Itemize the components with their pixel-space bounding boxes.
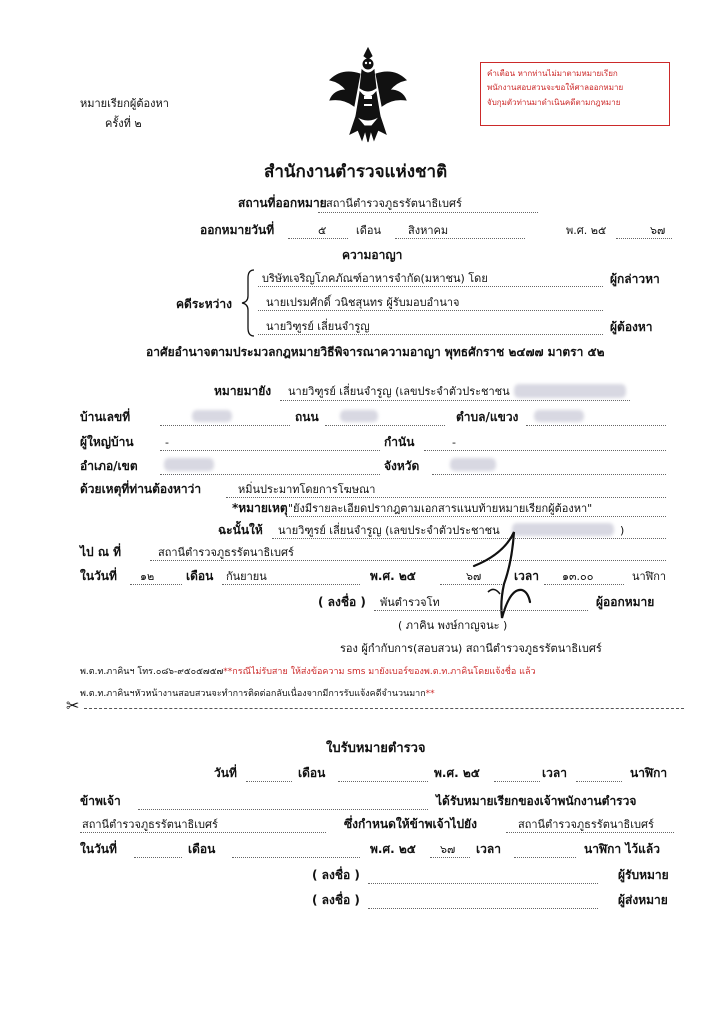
garuda-emblem-icon [326,44,410,152]
scissors-icon: ✂ [66,696,80,715]
to-value: นายวิฑูรย์ เลี่ยนจำรูญ (เลขประจำตัวประชาชน [288,385,510,398]
receipt-on-time-unit: นาฬิกา ไว้แล้ว [584,842,660,856]
sign-role: ผู้ออกหมาย [596,595,655,609]
redacted-subdistrict [534,410,584,422]
agency-title: สำนักงานตำรวจแห่งชาติ [264,162,448,182]
province-label: จังหวัด [384,459,420,473]
receipt-on-time-label: เวลา [476,842,501,856]
redacted-house [192,410,232,422]
district-label: อำเภอ/เขต [80,459,138,473]
handwritten-signature [470,526,540,622]
subdistrict-label: ตำบล/แขวง [456,410,519,424]
kamnan-label: กำนัน [384,435,415,449]
warning-line-3: จับกุมตัวท่านมาดำเนินคดีตามกฎหมาย [487,97,621,107]
receipt-year-label: พ.ศ. ๒๕ [434,766,480,780]
reason-value: หมิ่นประมาทโดยการโฆษณา [238,483,376,496]
party-2: นายเปรมศักดิ์ วนิชสุนทร ผู้รับมอบอำนาจ [266,296,460,309]
receipt-time-unit: นาฬิกา [630,766,668,780]
issue-date-label: ออกหมายวันที่ [200,223,275,237]
issue-place-label: สถานที่ออกหมาย [238,196,327,210]
sign-position: รอง ผู้กำกับการ(สอบสวน) สถานีตำรวจภูธรรัตนาธิเบศร์ [340,642,602,655]
party-1-role: ผู้กล่าวหา [610,272,660,286]
issue-year-label: พ.ศ. ๒๕ [566,224,607,237]
receipt-from-station: สถานีตำรวจภูธรรัตนาธิเบศร์ [82,818,218,831]
warning-line-1: คำเตือน หากท่านไม่มาตามหมายเรียก [487,69,618,78]
footer-line-1-phone: พ.ต.ท.ภาคินฯ โทร.๐๘๖-๙๕๐๕๗๕๗ [80,667,224,677]
therefore-close: ) [620,524,625,537]
redacted-district [164,458,214,471]
receipt-sign1-label: ( ลงชื่อ ) [312,868,360,882]
road-label: ถนน [295,410,319,424]
receipt-on-label: ในวันที่ [80,842,117,856]
issue-month-label: เดือน [356,224,382,237]
on-year: ๖๗ [466,570,482,583]
on-month: กันยายน [226,570,267,583]
receipt-time-label: เวลา [542,766,567,780]
on-day: ๑๒ [140,570,155,583]
party-3-role: ผู้ต้องหา [610,320,653,334]
receipt-on-year: ๖๗ [440,843,456,856]
authority-text: อาศัยอำนาจตามประมวลกฎหมายวิธีพิจารณาความอาญา พุทธศักราช ๒๔๗๗ มาตรา ๕๒ [146,345,605,359]
issue-day: ๕ [318,224,327,237]
brace-icon [240,268,256,338]
between-label: คดีระหว่าง [176,297,232,311]
receipt-on-year-label: พ.ศ. ๒๕ [370,842,416,856]
warning-box [480,62,670,126]
go-value: สถานีตำรวจภูธรรัตนาธิเบศร์ [158,546,294,559]
note-value: "ยังมีรายละเอียดปรากฎตามเอกสารแนบท้ายหมายเรียกผู้ต้องหา" [288,502,593,515]
time-unit: นาฬิกา [632,570,667,583]
case-type: ความอาญา [342,248,403,262]
receipt-date-label: วันที่ [214,766,237,780]
go-label: ไป ณ ที่ [80,545,122,559]
sign-name: ( ภาคิน พงษ์กาญจนะ ) [398,619,508,632]
therefore-label: ฉะนั้นให้ [218,523,263,537]
note-label: *หมายเหตุ [232,501,288,515]
receipt-me-label: ข้าพเจ้า [80,794,121,808]
issue-year: ๖๗ [650,224,666,237]
time-label: เวลา [514,569,539,583]
to-label: หมายมายัง [214,384,272,398]
redacted-id [514,384,626,398]
sign-rank: พันตำรวจโท [380,596,440,609]
footer-line-1 [80,668,536,677]
summons-count: ครั้งที่ ๒ [105,117,142,130]
redacted-road [340,410,378,422]
therefore-value: นายวิฑูรย์ เลี่ยนจำรูญ (เลขประจำตัวประชาชน [278,524,500,537]
issue-month: สิงหาคม [408,224,449,237]
party-3: นายวิฑูรย์ เลี่ยนจำรูญ [266,320,370,333]
house-label: บ้านเลขที่ [80,410,131,424]
receipt-appoint-text: ซึ่งกำหนดให้ข้าพเจ้าไปยัง [344,817,477,831]
footer-line-2 [80,690,435,699]
receipt-sign1-role: ผู้รับหมาย [618,868,669,882]
footer-line-1-note: **กรณีไม่รับสาย ให้ส่งข้อความ sms มายังเบอร์ของพ.ต.ท.ภาคินโดยแจ้งชื่อ แล้ว [223,667,536,677]
summons-type: หมายเรียกผู้ต้องหา [80,97,169,110]
warning-line-2: พนักงานสอบสวนจะขอให้ศาลออกหมาย [487,83,624,93]
receipt-month-label: เดือน [298,766,326,780]
receipt-title: ใบรับหมายตำรวจ [326,741,426,756]
time-value: ๑๓.๐๐ [562,570,594,583]
receipt-on-month-label: เดือน [188,842,216,856]
on-month-label: เดือน [186,569,214,583]
on-label: ในวันที่ [80,569,117,583]
party-1: บริษัทเจริญโภคภัณฑ์อาหารจำกัด(มหาชน) โดย [262,272,488,285]
receipt-sign2-role: ผู้ส่งหมาย [618,893,668,907]
reason-label: ด้วยเหตุที่ท่านต้องหาว่า [80,482,202,496]
sign-label: ( ลงชื่อ ) [318,595,366,609]
village-head-label: ผู้ใหญ่บ้าน [80,435,134,449]
redacted-province [450,458,496,471]
receipt-to-station: สถานีตำรวจภูธรรัตนาธิเบศร์ [518,818,654,831]
receipt-sign2-label: ( ลงชื่อ ) [312,893,360,907]
village-head-value: - [165,436,169,449]
kamnan-value: - [452,436,456,449]
on-year-label: พ.ศ. ๒๕ [370,569,416,583]
footer-line-2-text: พ.ต.ท.ภาคินฯหัวหน้างานสอบสวนจะทำการติดต่อกลับเนื่องจากมีการรับแจ้งคดีจำนวนมาก [80,689,426,699]
receipt-received-text: ได้รับหมายเรียกของเจ้าพนักงานตำรวจ [436,794,637,808]
issue-place-value: สถานีตำรวจภูธรรัตนาธิเบศร์ [326,197,462,210]
footer-line-2-mark: ** [425,689,435,699]
